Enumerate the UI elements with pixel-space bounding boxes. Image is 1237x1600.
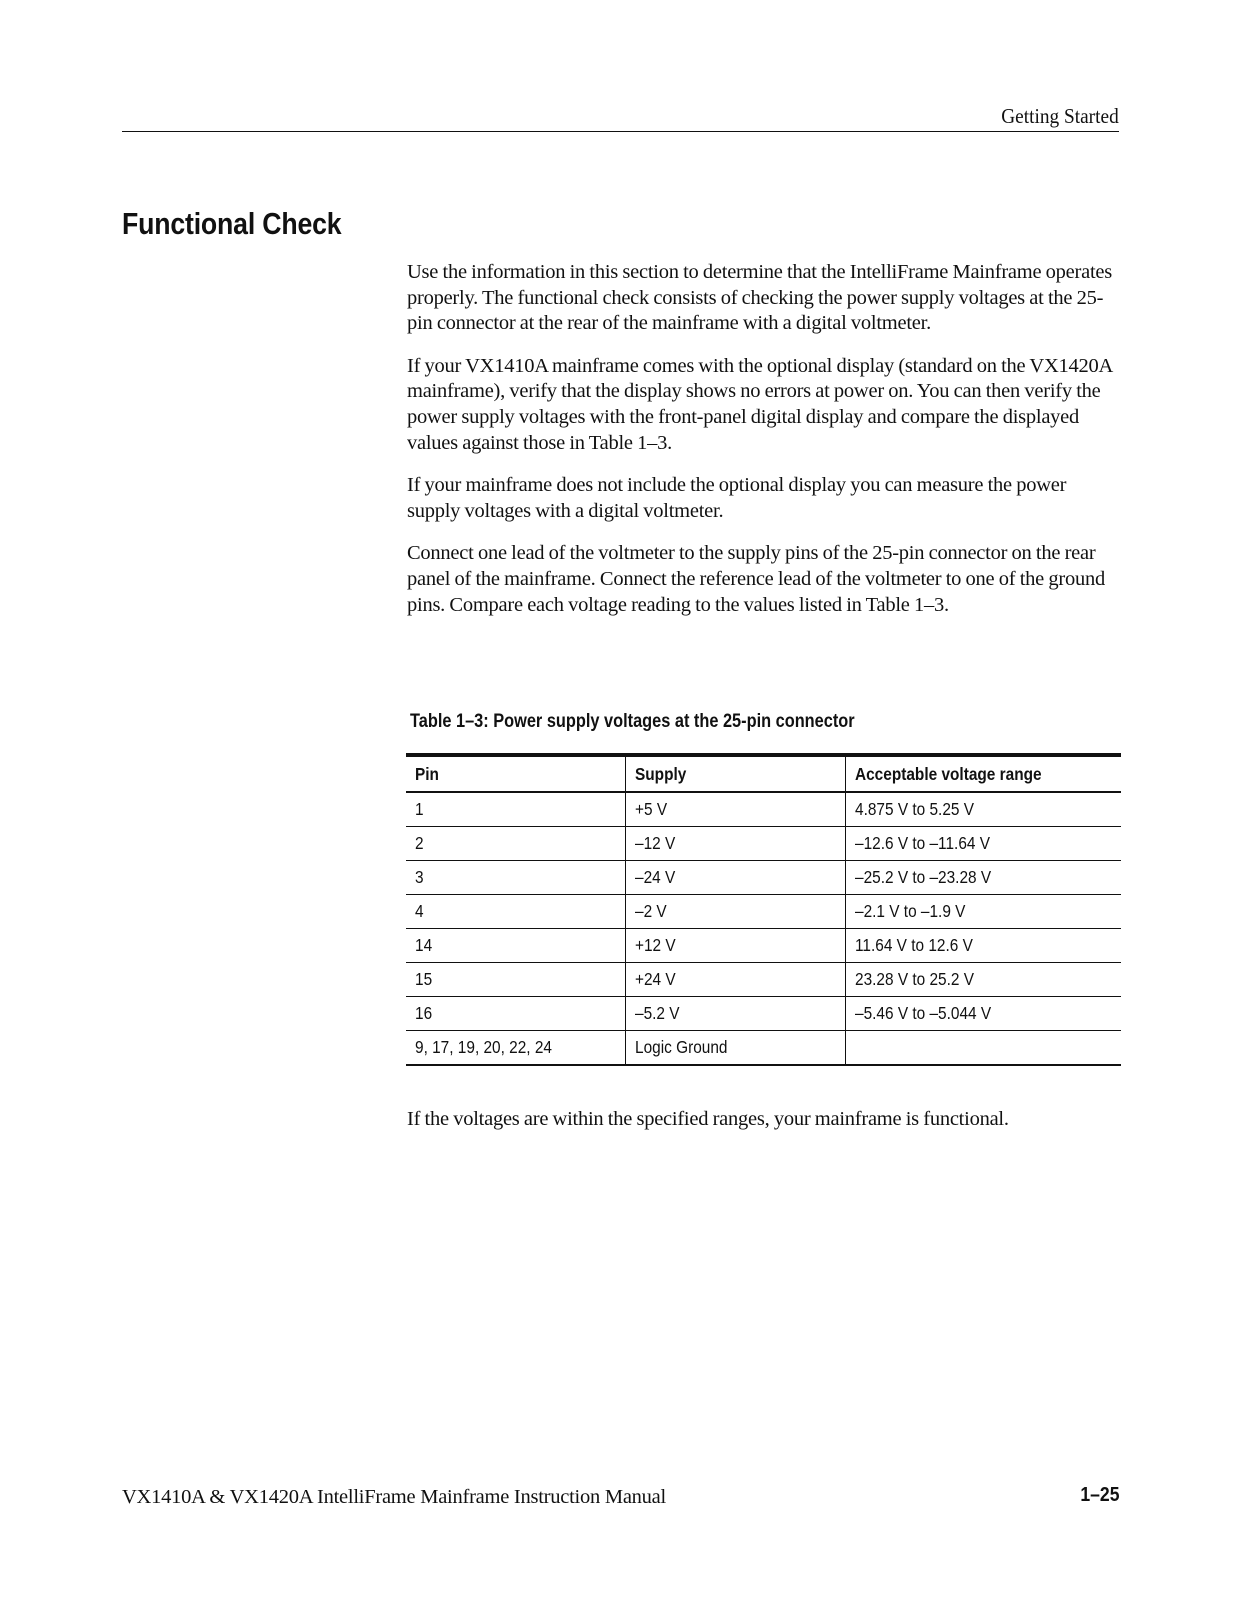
supply-cell: Logic Ground xyxy=(625,1031,845,1066)
pin-cell: 1 xyxy=(406,792,625,827)
supply-cell: +12 V xyxy=(625,929,845,963)
table-row xyxy=(406,861,1121,895)
footer-manual-title: VX1410A & VX1420A IntelliFrame Mainframe Instruction Manual xyxy=(122,1486,666,1508)
table-row xyxy=(406,792,1121,827)
pin-cell: 16 xyxy=(406,997,625,1031)
pin-cell: 4 xyxy=(406,895,625,929)
range-cell: –12.6 V to –11.64 V xyxy=(845,827,1121,861)
range-cell: –25.2 V to –23.28 V xyxy=(845,861,1121,895)
range-cell: –2.1 V to –1.9 V xyxy=(845,895,1121,929)
range-cell: 4.875 V to 5.25 V xyxy=(845,792,1121,827)
table-row xyxy=(406,895,1121,929)
paragraph: Connect one lead of the voltmeter to the supply pins of the 25-pin connector on the rear panel of the mainframe. Connect the reference lead of the voltmeter to one of the ground pins. Compare each voltage reading to the values listed in Table 1–3. xyxy=(407,542,1105,616)
table-row xyxy=(406,1031,1121,1066)
range-cell xyxy=(845,1031,1121,1066)
supply-cell: +5 V xyxy=(625,792,845,827)
pin-cell: 9, 17, 19, 20, 22, 24 xyxy=(406,1031,625,1066)
section-title: Functional Check xyxy=(122,206,342,241)
page-number: 1–25 xyxy=(1079,1484,1119,1506)
paragraph: Use the information in this section to determine that the IntelliFrame Mainframe operates properly. The functional check consists of checking the power supply voltages at the 25-pin connector at the rear of the mainframe with a digital voltmeter. xyxy=(407,261,1112,335)
body-text xyxy=(407,260,1119,635)
table-header-row xyxy=(406,755,1121,792)
paragraph: If your mainframe does not include the optional display you can measure the power supply voltages with a digital voltmeter. xyxy=(407,474,1067,522)
supply-cell: –2 V xyxy=(625,895,845,929)
paragraph: If your VX1410A mainframe comes with the optional display (standard on the VX1420A mainframe), verify that the display shows no errors at power on. You can then verify the power supply voltages with the front-panel digital display and compare the displayed values against those in Table 1–3. xyxy=(407,354,1112,454)
range-cell: –5.46 V to –5.044 V xyxy=(845,997,1121,1031)
pin-cell: 15 xyxy=(406,963,625,997)
running-header: Getting Started xyxy=(1001,104,1119,128)
pin-cell: 14 xyxy=(406,929,625,963)
supply-cell: –5.2 V xyxy=(625,997,845,1031)
pin-cell: 3 xyxy=(406,861,625,895)
closing-paragraph: If the voltages are within the specified ranges, your mainframe is functional. xyxy=(407,1108,1009,1130)
supply-cell: –24 V xyxy=(625,861,845,895)
range-cell: 23.28 V to 25.2 V xyxy=(845,963,1121,997)
column-header-supply: Supply xyxy=(625,755,845,792)
table-row xyxy=(406,963,1121,997)
pin-cell: 2 xyxy=(406,827,625,861)
supply-cell: +24 V xyxy=(625,963,845,997)
header-rule xyxy=(122,131,1119,132)
range-cell: 11.64 V to 12.6 V xyxy=(845,929,1121,963)
table-row xyxy=(406,929,1121,963)
table-row xyxy=(406,827,1121,861)
supply-cell: –12 V xyxy=(625,827,845,861)
table-caption: Table 1–3: Power supply voltages at the 25-pin connector xyxy=(410,711,855,732)
column-header-pin: Pin xyxy=(406,755,625,792)
column-header-range: Acceptable voltage range xyxy=(845,755,1121,792)
table-row xyxy=(406,997,1121,1031)
power-supply-table xyxy=(406,753,1121,1066)
